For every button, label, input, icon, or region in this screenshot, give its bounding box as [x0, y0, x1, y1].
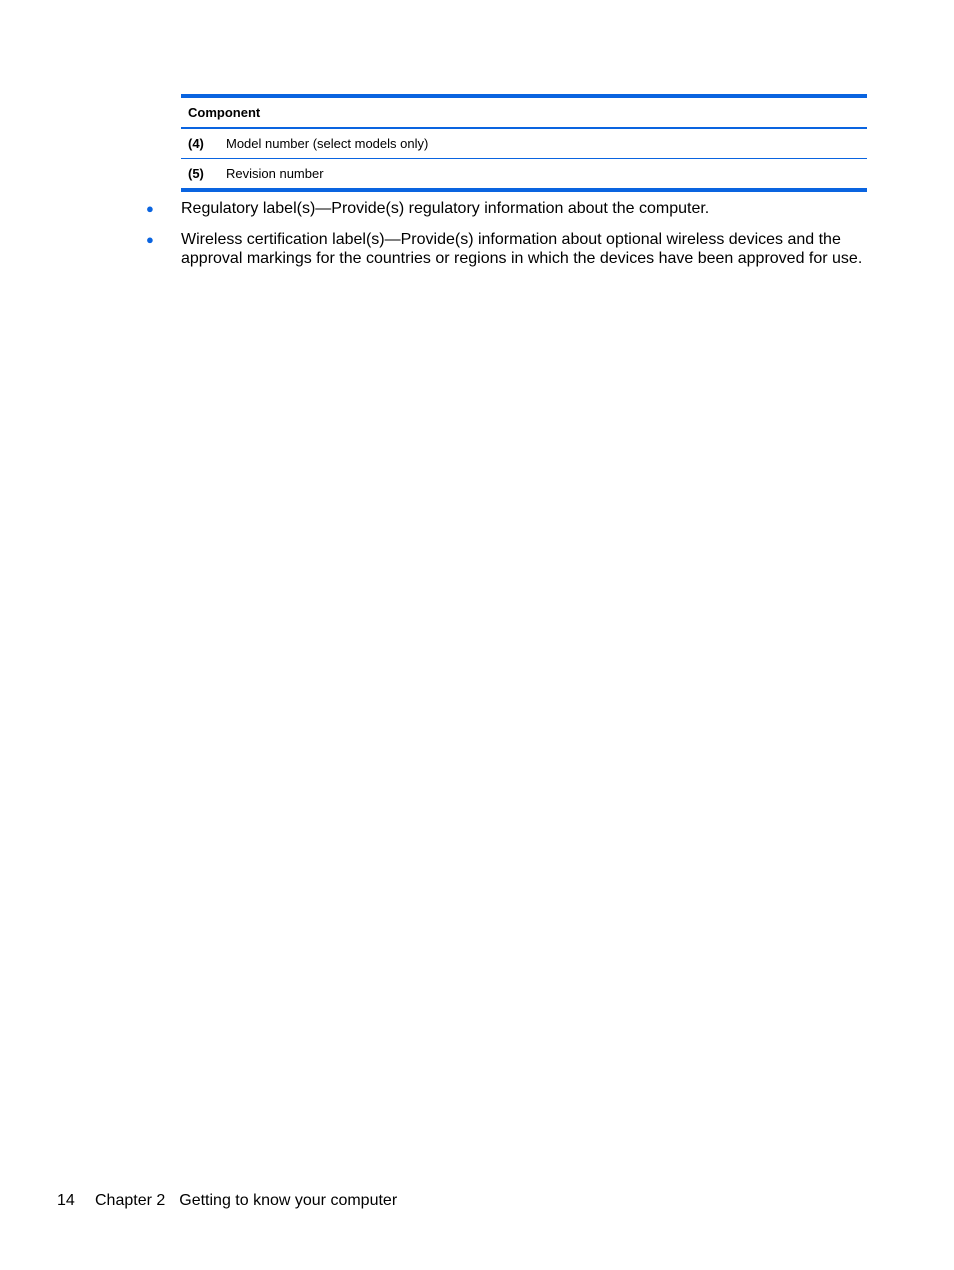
- table-header: [181, 98, 867, 129]
- row-description: Revision number: [226, 166, 324, 181]
- table-row: [181, 158, 867, 188]
- chapter-title: Getting to know your computer: [179, 1192, 398, 1209]
- list-item: [143, 199, 883, 218]
- bullet-list: [143, 199, 883, 280]
- bullet-icon: ●: [146, 232, 154, 247]
- bullet-text: Regulatory label(s)—Provide(s) regulatory information about the computer.: [181, 200, 710, 217]
- row-number: (5): [188, 166, 204, 181]
- bullet-icon: ●: [146, 201, 154, 216]
- row-number: (4): [188, 136, 204, 151]
- bullet-text: Wireless certification label(s)—Provide(s) information about optional wireless devices and the approval markings for the countries or regions in which the devices have been approved for use.: [181, 231, 863, 267]
- list-item: [143, 230, 883, 268]
- page-footer: [57, 1191, 397, 1211]
- chapter-label: Chapter 2: [95, 1192, 166, 1209]
- row-description: Model number (select models only): [226, 136, 429, 151]
- table-row: [181, 129, 867, 158]
- table-header-label: Component: [188, 105, 261, 120]
- page-number: 14: [57, 1192, 75, 1209]
- component-table: [181, 94, 867, 192]
